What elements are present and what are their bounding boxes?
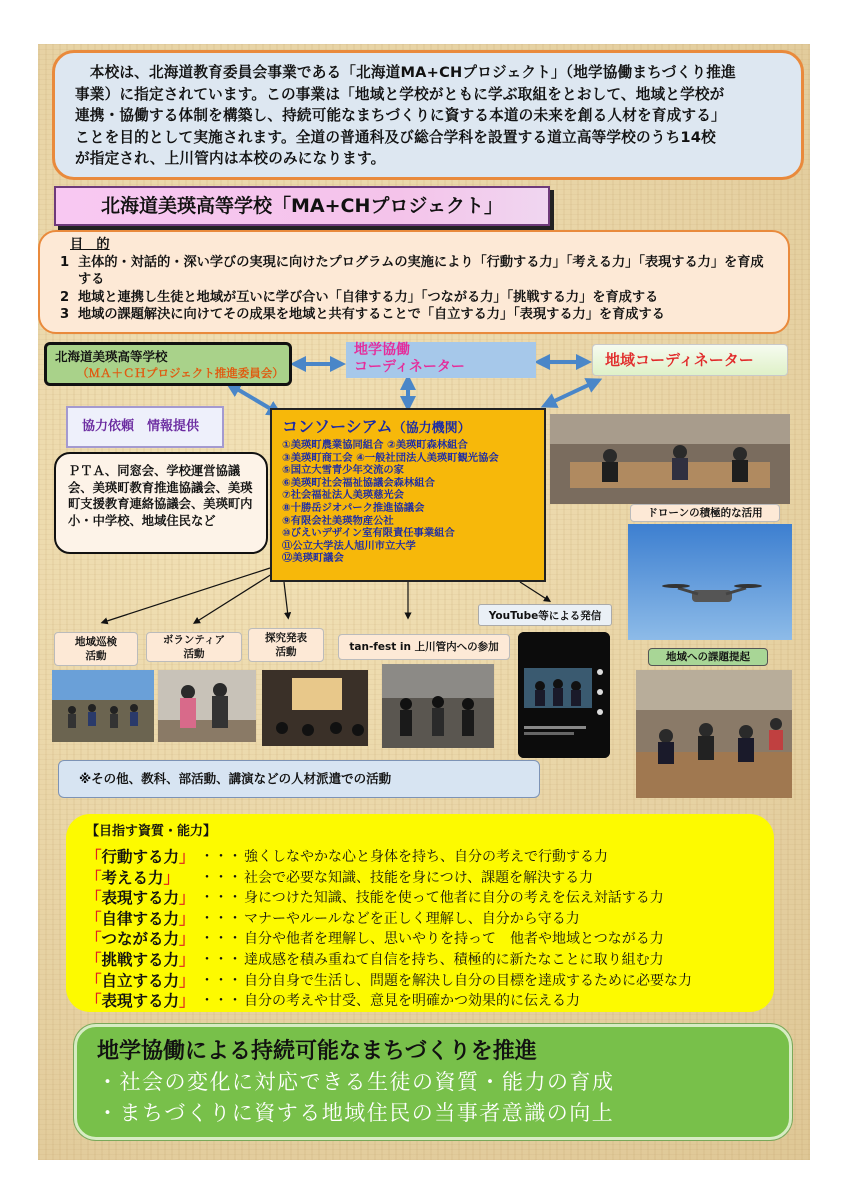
- field-activity-photo: [52, 670, 154, 742]
- consortium-member: ⑩びえいデザイン室有限責任事業組合: [282, 527, 455, 540]
- purpose-text: 地域の課題解決に向けてその成果を地域と共有することで「自立する力」「表現する力」を育成する: [78, 307, 665, 323]
- coordinator-line1: 地学協働: [354, 342, 410, 358]
- activity-label-inquiry: [248, 628, 324, 662]
- activity-label-field: [54, 632, 138, 666]
- ability-name: 「表現する力」: [86, 992, 195, 1011]
- ability-dots: ・・・: [200, 951, 242, 968]
- consortium-member: ①美瑛町農業協同組合 ②美瑛町森林組合: [282, 439, 468, 451]
- coordinator-line2: コーディネーター: [354, 359, 465, 375]
- purpose-item: [56, 254, 774, 289]
- ability-name-text: 考える力: [101, 868, 164, 887]
- ability-name: 「自立する力」: [86, 971, 195, 990]
- drone-label: ドローンの積極的な活用: [630, 504, 780, 522]
- ability-dots: ・・・: [200, 993, 242, 1010]
- ability-row: [86, 971, 760, 992]
- ability-name-text: 挑戦する力: [101, 950, 180, 969]
- ability-row: [86, 888, 760, 909]
- other-activities-note: ※その他、教科、部活動、講演などの人材派遣での活動: [58, 760, 540, 798]
- ability-dots: ・・・: [200, 910, 242, 927]
- ability-name-text: つながる力: [101, 930, 180, 949]
- consortium-member: ⑤国立大雪青少年交流の家: [282, 464, 404, 477]
- ability-name-text: 自立する力: [101, 971, 180, 990]
- activity-line: ボランティア: [162, 634, 226, 646]
- ability-dots: ・・・: [200, 849, 242, 865]
- purpose-text: 地域と連携し生徒と地域が互いに学び合い「自律する力」「つながる力」「挑戦する力」を育成する: [78, 289, 659, 305]
- ability-name: 「表現する力」: [86, 889, 195, 908]
- purpose-number: 1: [60, 254, 70, 270]
- ability-dots: ・・・: [200, 972, 242, 989]
- summary-point: ・社会の変化に対応できる生徒の資質・能力の育成: [97, 1070, 615, 1094]
- target-abilities-heading: 【目指す資質・能力】: [86, 824, 217, 839]
- community-partners-box: ＰＴＡ、同窓会、学校運営協議会、美瑛町教育推進協議会、美瑛町支援教育連絡協議会、美瑛町内小・中学校、地域住民など: [54, 452, 268, 554]
- page-title: 北海道美瑛高等学校「MA+CHプロジェクト」: [54, 186, 550, 226]
- activity-line: 探究発表: [265, 632, 307, 644]
- summary-point: ・まちづくりに資する地域住民の当事者意識の向上: [97, 1101, 615, 1125]
- issue-photo: [636, 670, 792, 798]
- activity-line: 活動: [275, 646, 297, 658]
- ability-description: 強くしなやかな心と身体を持ち、自分の考えで行動する力: [244, 849, 608, 865]
- activity-line: 地域巡検: [75, 636, 117, 648]
- ability-row: [86, 950, 760, 971]
- intro-line: が指定され、上川管内は本校のみになります。: [75, 150, 386, 167]
- school-name: 北海道美瑛高等学校: [55, 349, 168, 364]
- consortium-member: ③美瑛町商工会 ④一般社団法人美瑛町観光協会: [282, 451, 499, 464]
- intro-line: 事業）に指定されています。この事業は「地域と学校がともに学ぶ取組をとおして、地域と学校が: [75, 85, 725, 103]
- summary-headline: 地学協働による持続可能なまちづくりを推進: [97, 1039, 537, 1064]
- ability-row: [86, 868, 760, 889]
- meeting-photo: [550, 414, 790, 504]
- cooperation-request-box: 協力依頼 情報提供: [66, 406, 224, 448]
- school-committee: （ＭＡ＋ＣＨプロジェクト推進委員会）: [77, 366, 284, 380]
- intro-line: ことを目的として実施されます。全道の普通科及び総合学科を設置する道立高等学校のうち14校: [75, 128, 716, 146]
- volunteer-activity-photo: [158, 670, 256, 742]
- youtube-phone-photo: [518, 632, 610, 758]
- consortium-member: ⑨有限会社美瑛物産公社: [282, 514, 394, 527]
- ability-name-text: 自律する力: [101, 909, 180, 928]
- ability-name-text: 表現する力: [101, 992, 180, 1011]
- activity-line: 活動: [183, 648, 205, 660]
- ability-description: 自分自身で生活し、問題を解決し自分の目標を達成するために必要な力: [244, 972, 692, 989]
- ability-description: 自分の考えや甘受、意見を明確かつ効果的に伝える力: [244, 993, 580, 1010]
- ability-description: 自分や他者を理解し、思いやりを持って 他者や地域とつながる力: [244, 931, 664, 948]
- ability-row: [86, 909, 760, 930]
- ability-name-text: 行動する力: [101, 848, 180, 866]
- inquiry-activity-photo: [262, 670, 368, 746]
- ability-description: 身につけた知識、技能を使って他者に自分の考えを伝え対話する力: [244, 890, 664, 907]
- consortium-member: ⑪公立大学法人旭川市立大学: [282, 539, 416, 552]
- ability-name: 「考える力」: [86, 868, 180, 887]
- youtube-label: YouTube等による発信: [478, 604, 612, 626]
- consortium-member: ⑫美瑛町議会: [282, 552, 344, 565]
- consortium-member: ⑧十勝岳ジオパーク推進協議会: [282, 501, 425, 514]
- issue-label: 地域への課題提起: [648, 648, 768, 666]
- ability-row: [86, 847, 760, 868]
- purpose-box: [38, 230, 790, 334]
- ability-description: マナーやルールなどを正しく理解し、自分から守る力: [244, 910, 580, 927]
- ability-description: 社会で必要な知識、技能を身につけ、課題を解決する力: [244, 869, 594, 886]
- ability-name: 「挑戦する力」: [86, 950, 195, 969]
- ability-name: 「行動する力」: [86, 848, 195, 866]
- consortium-paren: （協力機関）: [392, 421, 471, 436]
- school-box: [44, 342, 292, 386]
- activity-line: 活動: [85, 650, 107, 662]
- coordinator-box: [346, 342, 536, 378]
- intro-box: [52, 50, 804, 180]
- drone-photo: [628, 524, 792, 640]
- ability-name: 「自律する力」: [86, 909, 195, 928]
- purpose-number: 3: [60, 307, 70, 323]
- consortium-heading: [282, 414, 540, 437]
- purpose-item: [56, 306, 774, 324]
- activity-label-volunteer: [146, 632, 242, 662]
- ability-name: 「つながる力」: [86, 930, 195, 949]
- ability-dots: ・・・: [200, 931, 242, 948]
- purpose-text: 主体的・対話的・深い学びの実現に向けたプログラムの実施により「行動する力」「考える力」「表現する力」を育成する: [78, 254, 764, 288]
- purpose-number: 2: [60, 289, 70, 305]
- regional-coordinator-box: 地域コーディネーター: [592, 344, 788, 376]
- ability-dots: ・・・: [200, 869, 242, 886]
- consortium-member: ⑥美瑛町社会福祉協議会森林組合: [282, 476, 435, 489]
- intro-line: 本校は、北海道教育委員会事業である「北海道MA+CHプロジェクト」（地学協働まちづくり推進: [75, 64, 736, 81]
- ability-dots: ・・・: [200, 890, 242, 907]
- summary-box: [74, 1024, 792, 1140]
- tanfest-photo: [382, 664, 494, 748]
- ability-row: [86, 929, 760, 950]
- target-abilities-box: [66, 814, 774, 1012]
- ability-name-text: 表現する力: [101, 889, 180, 908]
- intro-line: 連携・協働する体制を構築し、持続可能なまちづくりに資する本道の未来を創る人材を育成する」: [75, 107, 726, 124]
- consortium-box: [270, 408, 546, 582]
- activity-label-tanfest: tan-fest in 上川管内への参加: [338, 634, 510, 660]
- consortium-title: コンソーシアム: [282, 417, 393, 436]
- consortium-member: ⑦社会福祉法人美瑛慈光会: [282, 489, 404, 502]
- purpose-heading: 目 的: [70, 237, 110, 252]
- ability-description: 達成感を積み重ねて自信を持ち、積極的に新たなことに取り組む力: [244, 951, 664, 968]
- purpose-item: [56, 289, 774, 307]
- ability-row: [86, 991, 760, 1012]
